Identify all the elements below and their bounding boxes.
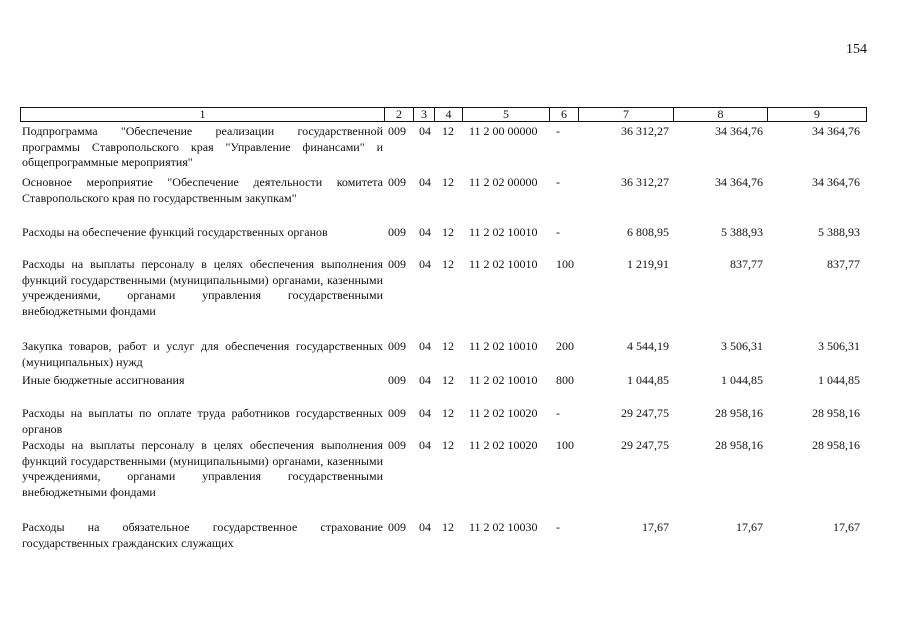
row-value-col8: 17,67 xyxy=(736,520,763,534)
row-subsection: 12 xyxy=(442,124,454,138)
row-expense-type: - xyxy=(556,520,560,534)
row-value-col7: 36 312,27 xyxy=(621,175,669,189)
row-value-col8: 1 044,85 xyxy=(721,373,763,387)
row-target-article: 11 2 02 00000 xyxy=(469,175,538,189)
row-subsection: 12 xyxy=(442,438,454,452)
header-cell-8: 8 xyxy=(673,107,768,122)
row-subsection: 12 xyxy=(442,225,454,239)
row-section: 04 xyxy=(419,175,431,189)
row-target-article: 11 2 02 10010 xyxy=(469,257,538,271)
row-value-col9: 837,77 xyxy=(827,257,860,271)
row-expense-type: - xyxy=(556,225,560,239)
row-subsection: 12 xyxy=(442,406,454,420)
row-value-col9: 3 506,31 xyxy=(818,339,860,353)
row-target-article: 11 2 02 10020 xyxy=(469,438,538,452)
row-admin-code: 009 xyxy=(388,373,406,387)
row-expense-type: 100 xyxy=(556,257,574,271)
row-name: Расходы на обязательное государственное страхование государственных гражданских служащих xyxy=(22,520,383,550)
row-subsection: 12 xyxy=(442,520,454,534)
row-target-article: 11 2 02 10010 xyxy=(469,373,538,387)
row-value-col8: 28 958,16 xyxy=(715,406,763,420)
row-value-col9: 5 388,93 xyxy=(818,225,860,239)
row-admin-code: 009 xyxy=(388,225,406,239)
row-expense-type: - xyxy=(556,175,560,189)
row-expense-type: - xyxy=(556,124,560,138)
row-name: Иные бюджетные ассигнования xyxy=(22,373,185,387)
row-expense-type: 800 xyxy=(556,373,574,387)
row-subsection: 12 xyxy=(442,373,454,387)
header-cell-2: 2 xyxy=(384,107,414,122)
row-value-col7: 17,67 xyxy=(642,520,669,534)
row-name: Расходы на выплаты персоналу в целях обеспечения выполнения функций государственными (муниципальными) органами, казенными учреждениями, органами управления государственными внебюджетными фондами xyxy=(22,438,383,499)
row-section: 04 xyxy=(419,406,431,420)
row-section: 04 xyxy=(419,339,431,353)
row-value-col9: 34 364,76 xyxy=(812,175,860,189)
header-cell-3: 3 xyxy=(413,107,435,122)
row-target-article: 11 2 02 10010 xyxy=(469,339,538,353)
row-admin-code: 009 xyxy=(388,124,406,138)
header-cell-4: 4 xyxy=(434,107,463,122)
row-target-article: 11 2 02 10020 xyxy=(469,406,538,420)
row-admin-code: 009 xyxy=(388,406,406,420)
row-admin-code: 009 xyxy=(388,520,406,534)
row-section: 04 xyxy=(419,124,431,138)
row-subsection: 12 xyxy=(442,257,454,271)
header-cell-7: 7 xyxy=(578,107,674,122)
header-cell-5: 5 xyxy=(462,107,550,122)
header-cell-1: 1 xyxy=(20,107,385,122)
row-value-col9: 34 364,76 xyxy=(812,124,860,138)
header-cell-6: 6 xyxy=(549,107,579,122)
row-name: Расходы на обеспечение функций государственных органов xyxy=(22,225,328,239)
row-value-col7: 1 219,91 xyxy=(627,257,669,271)
row-expense-type: 100 xyxy=(556,438,574,452)
row-value-col8: 3 506,31 xyxy=(721,339,763,353)
row-admin-code: 009 xyxy=(388,175,406,189)
row-value-col7: 1 044,85 xyxy=(627,373,669,387)
row-section: 04 xyxy=(419,225,431,239)
row-name: Подпрограмма "Обеспечение реализации государственной программы Ставропольского края "Управление финансами" и общепрограммные мероприятия" xyxy=(22,124,383,169)
row-value-col7: 29 247,75 xyxy=(621,438,669,452)
row-value-col8: 5 388,93 xyxy=(721,225,763,239)
row-section: 04 xyxy=(419,257,431,271)
row-target-article: 11 2 00 00000 xyxy=(469,124,538,138)
row-subsection: 12 xyxy=(442,339,454,353)
row-value-col9: 17,67 xyxy=(833,520,860,534)
row-value-col7: 6 808,95 xyxy=(627,225,669,239)
row-value-col8: 837,77 xyxy=(730,257,763,271)
row-section: 04 xyxy=(419,520,431,534)
row-expense-type: 200 xyxy=(556,339,574,353)
header-cell-9: 9 xyxy=(767,107,867,122)
row-target-article: 11 2 02 10010 xyxy=(469,225,538,239)
row-expense-type: - xyxy=(556,406,560,420)
row-value-col9: 1 044,85 xyxy=(818,373,860,387)
row-section: 04 xyxy=(419,373,431,387)
row-value-col8: 34 364,76 xyxy=(715,175,763,189)
row-value-col9: 28 958,16 xyxy=(812,406,860,420)
row-admin-code: 009 xyxy=(388,257,406,271)
row-value-col7: 29 247,75 xyxy=(621,406,669,420)
page-number: 154 xyxy=(846,42,867,57)
row-subsection: 12 xyxy=(442,175,454,189)
row-value-col7: 36 312,27 xyxy=(621,124,669,138)
row-value-col9: 28 958,16 xyxy=(812,438,860,452)
row-name: Расходы на выплаты по оплате труда работников государственных органов xyxy=(22,406,383,436)
row-value-col8: 28 958,16 xyxy=(715,438,763,452)
row-value-col7: 4 544,19 xyxy=(627,339,669,353)
row-name: Основное мероприятие "Обеспечение деятельности комитета Ставропольского края по государственным закупкам" xyxy=(22,175,383,205)
row-target-article: 11 2 02 10030 xyxy=(469,520,538,534)
row-name: Закупка товаров, работ и услуг для обеспечения государственных (муниципальных) нужд xyxy=(22,339,383,369)
row-section: 04 xyxy=(419,438,431,452)
row-admin-code: 009 xyxy=(388,438,406,452)
row-admin-code: 009 xyxy=(388,339,406,353)
row-name: Расходы на выплаты персоналу в целях обеспечения выполнения функций государственными (муниципальными) органами, казенными учреждениями, органами управления государственными внебюджетными фондами xyxy=(22,257,383,318)
row-value-col8: 34 364,76 xyxy=(715,124,763,138)
